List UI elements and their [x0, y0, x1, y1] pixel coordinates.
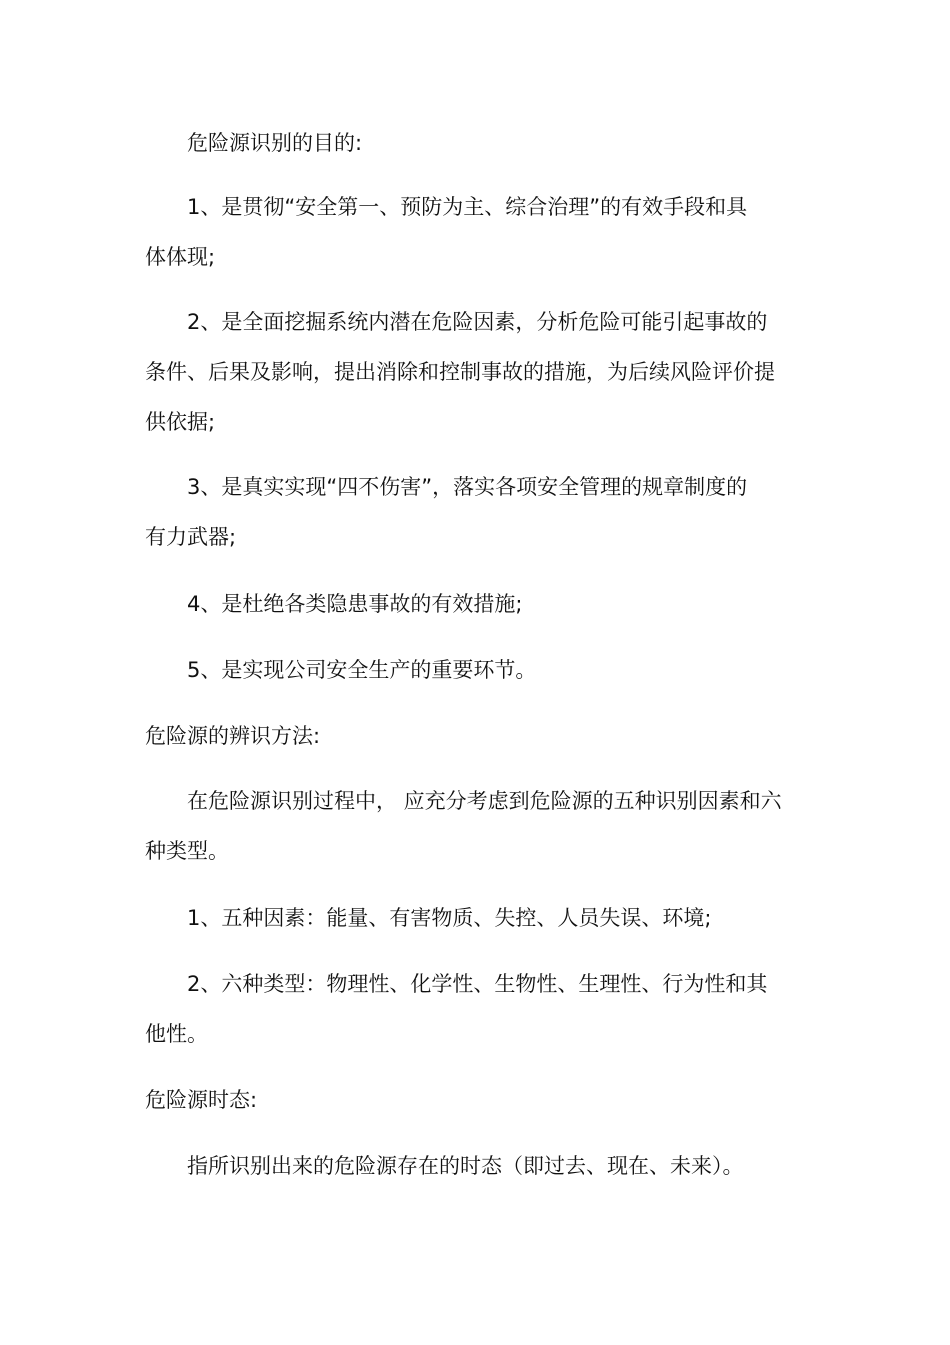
purpose-item-1-line-1: 1、是贯彻“安全第一、预防为主、综合治理”的有效手段和具	[187, 195, 748, 219]
purpose-item-4: 4、是杜绝各类隐患事故的有效措施;	[187, 592, 523, 616]
purpose-item-3-line-1: 3、是真实实现“四不伤害”，落实各项安全管理的规章制度的	[187, 475, 748, 499]
methods-paragraph-line-1: 在危险源识别过程中， 应充分考虑到危险源的五种识别因素和六	[187, 789, 782, 813]
methods-paragraph-line-2: 种类型。	[145, 839, 229, 863]
purpose-item-2-line-3: 供依据;	[145, 410, 216, 434]
heading-identification-purpose: 危险源识别的目的:	[187, 131, 363, 155]
heading-identification-methods: 危险源的辨识方法:	[145, 724, 321, 748]
purpose-item-3-line-2: 有力武器;	[145, 525, 237, 549]
purpose-item-2-line-2: 条件、后果及影响，提出消除和控制事故的措施，为后续风险评价提	[145, 360, 775, 384]
methods-item-2-line-2: 他性。	[145, 1022, 208, 1046]
purpose-item-5: 5、是实现公司安全生产的重要环节。	[187, 658, 537, 682]
purpose-item-1-line-2: 体体现;	[145, 245, 216, 269]
hazard-tense-paragraph: 指所识别出来的危险源存在的时态（即过去、现在、未来）。	[187, 1154, 744, 1178]
methods-item-2-line-1: 2、六种类型：物理性、化学性、生物性、生理性、行为性和其	[187, 972, 768, 996]
methods-item-1: 1、五种因素：能量、有害物质、失控、人员失误、环境;	[187, 906, 712, 930]
purpose-item-2-line-1: 2、是全面挖掘系统内潜在危险因素，分析危险可能引起事故的	[187, 310, 768, 334]
heading-hazard-tense: 危险源时态:	[145, 1088, 258, 1112]
